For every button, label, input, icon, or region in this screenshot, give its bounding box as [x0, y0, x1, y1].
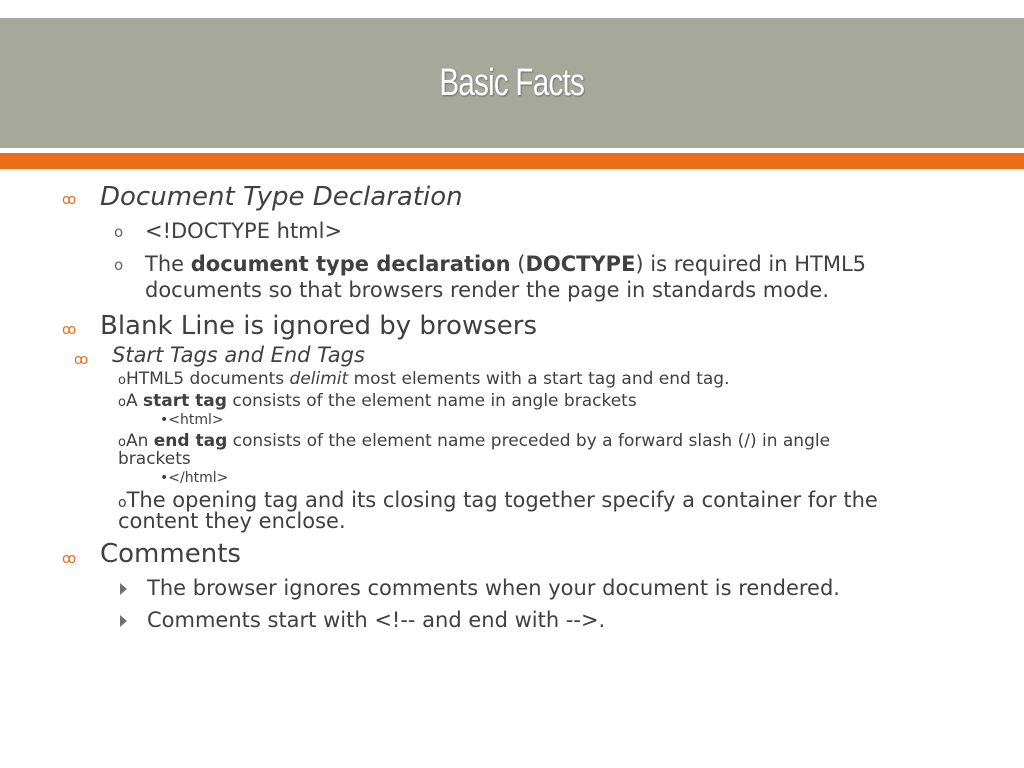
list-item-continuation: documents so that browsers render the page in standards mode.	[145, 278, 830, 302]
list-item: oHTML5 documents delimit most elements with a start tag and end tag.	[118, 369, 730, 389]
accent-bar	[0, 153, 1024, 169]
list-item: •<html>	[160, 412, 224, 428]
triangle-bullet-icon	[120, 615, 127, 627]
list-item: Start Tags and End Tags	[112, 343, 365, 367]
title-band	[0, 18, 1024, 148]
list-item: The browser ignores comments when your document is rendered.	[147, 576, 840, 600]
list-item: •</html>	[160, 470, 229, 486]
list-item: The document type declaration (DOCTYPE) is required in HTML5	[145, 252, 867, 276]
item-text: Document Type Declaration	[100, 182, 463, 212]
list-item	[100, 182, 463, 212]
list-item: oThe opening tag and its closing tag together specify a container for the	[118, 488, 878, 512]
list-item: Comments start with <!-- and end with -->.	[147, 608, 606, 632]
circle-bullet-icon: o	[114, 223, 124, 241]
slide-title: Basic Facts	[439, 61, 585, 104]
circle-bullet-icon: o	[118, 373, 126, 388]
triangle-bullet-icon	[120, 583, 127, 595]
list-item: Comments	[100, 539, 241, 569]
list-item-continuation: brackets	[118, 449, 191, 469]
circle-bullet-icon: o	[118, 495, 127, 511]
orange-bullet-icon: ꝏ	[62, 551, 77, 567]
list-item-continuation: content they enclose.	[118, 509, 346, 533]
orange-bullet-icon: ꝏ	[62, 322, 77, 338]
list-item: Blank Line is ignored by browsers	[100, 311, 537, 341]
circle-bullet-icon: o	[118, 435, 126, 450]
orange-bullet-icon: ꝏ	[74, 352, 89, 368]
list-item: oAn end tag consists of the element name preceded by a forward slash (/) in angle	[118, 431, 831, 451]
list-item: <!DOCTYPE html>	[145, 219, 343, 243]
circle-bullet-icon: o	[114, 256, 124, 274]
circle-bullet-icon: o	[118, 395, 126, 410]
list-item: oA start tag consists of the element name in angle brackets	[118, 391, 637, 411]
orange-bullet-icon: ꝏ	[62, 192, 77, 208]
